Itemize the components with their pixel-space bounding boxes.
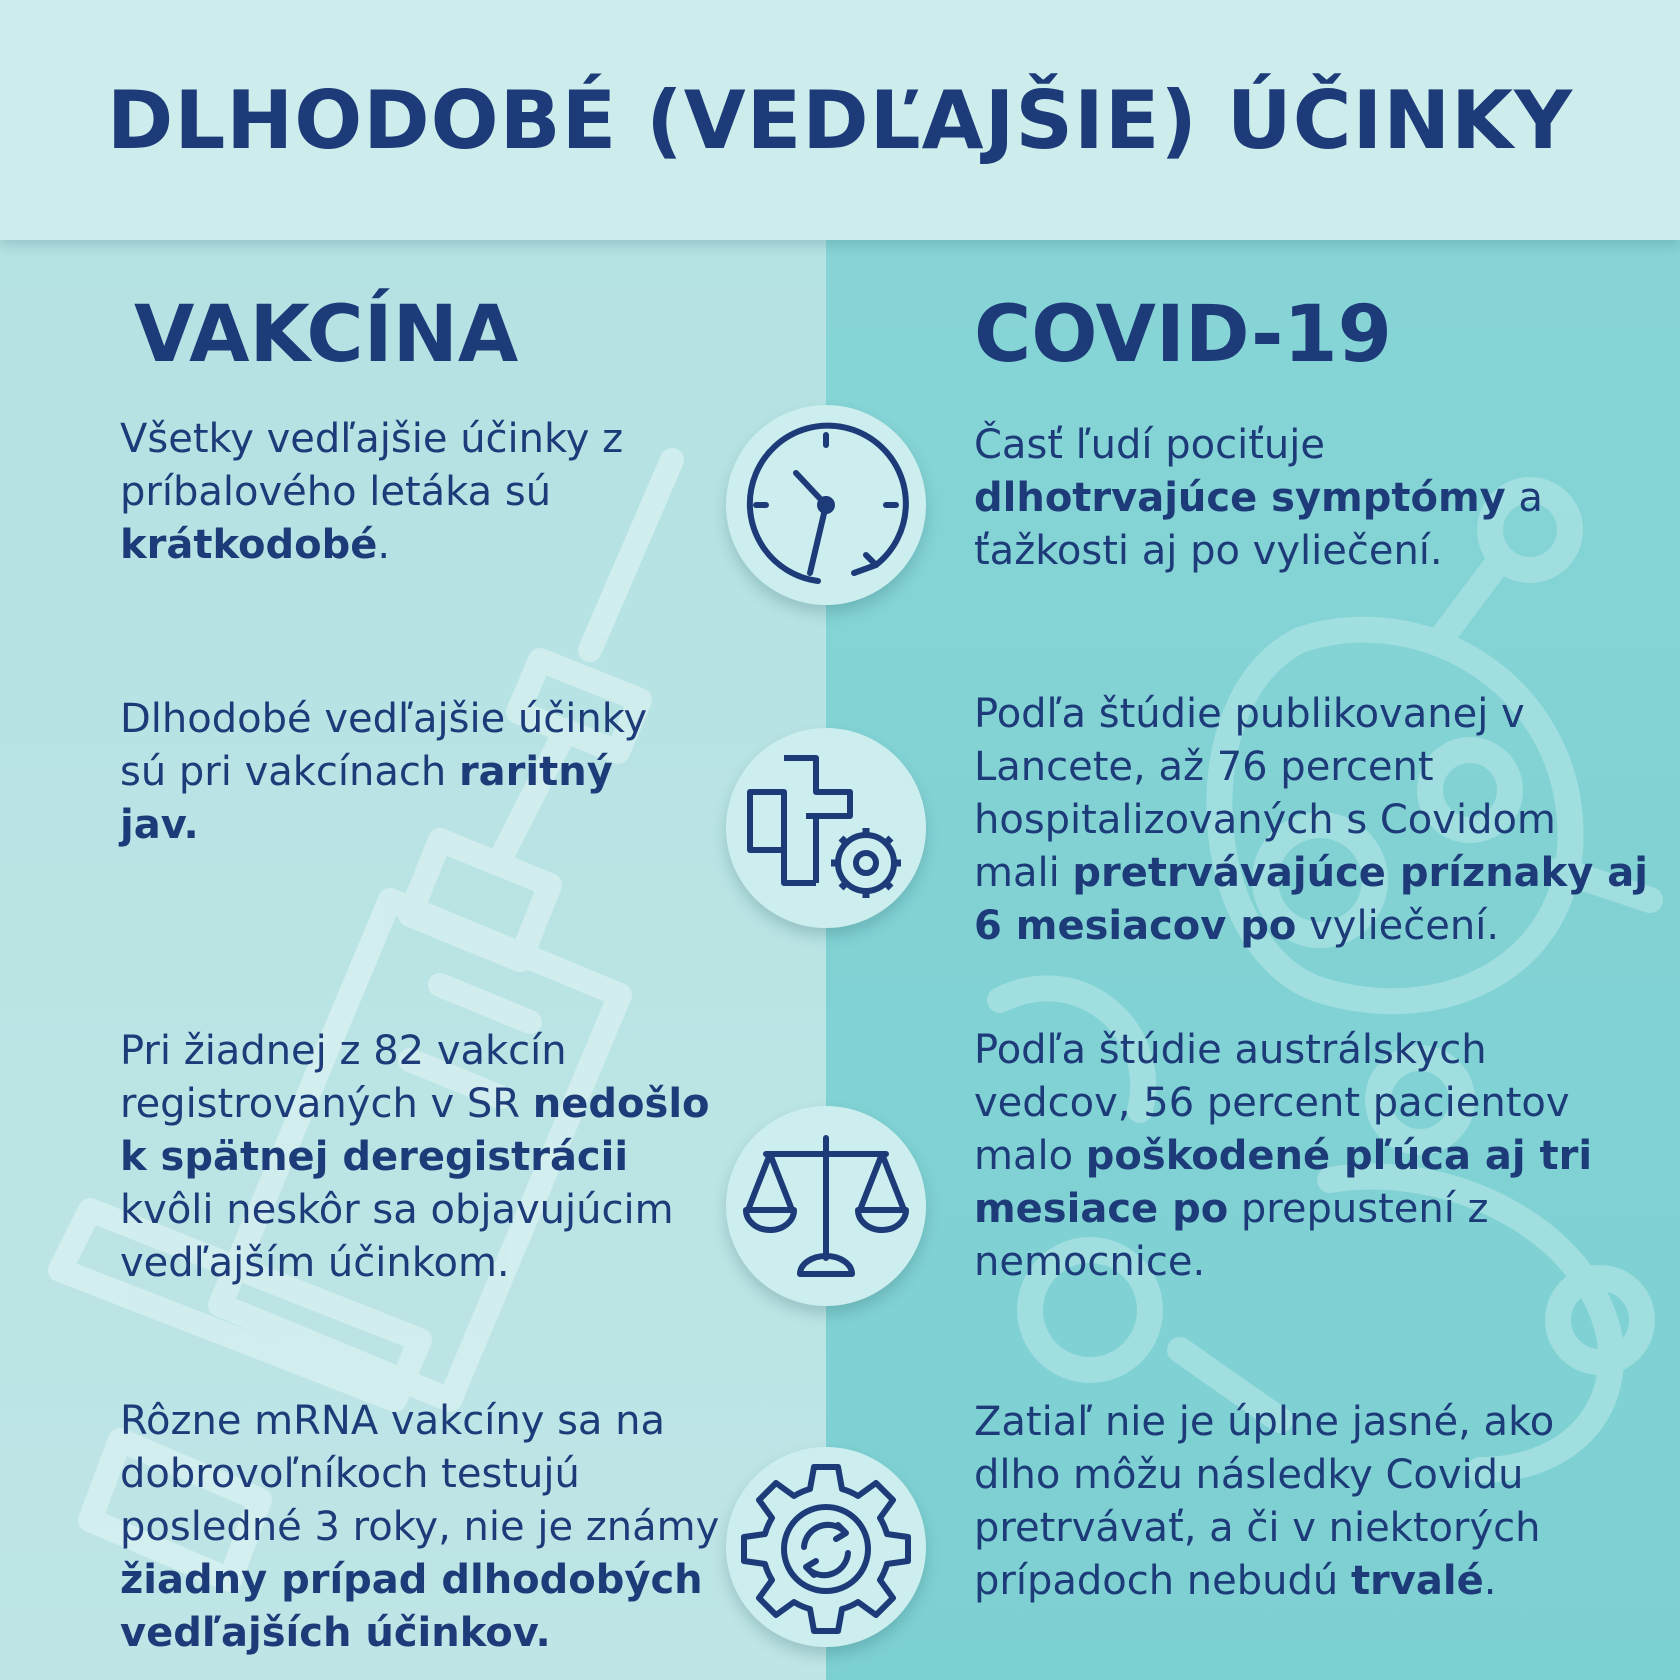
vaccine-paragraph-2: Dlhodobé vedľajšie účinky sú pri vakcínach raritný jav. <box>120 696 648 848</box>
gear-refresh-icon <box>726 1447 926 1647</box>
header <box>0 0 1680 240</box>
page-title: DLHODOBÉ (VEDĽAJŠIE) ÚČINKY <box>106 74 1574 167</box>
vaccine-heading: VAKCÍNA <box>134 290 519 380</box>
covid-paragraph-3: Podľa štúdie austrálskych vedcov, 56 percent pacientov malo poškodené pľúca aj tri mesiace po prepustení z nemocnice. <box>974 1027 1593 1285</box>
scales-icon <box>726 1106 926 1306</box>
medical-cross-gear-icon <box>726 728 926 928</box>
clock-icon <box>726 405 926 605</box>
covid-paragraph-4: Zatiaľ nie je úplne jasné, ako dlho môžu následky Covidu pretrvávať, a či v niektorých prípadoch nebudú trvalé. <box>974 1399 1555 1604</box>
vaccine-paragraph-4: Rôzne mRNA vakcíny sa na dobrovoľníkoch testujú posledné 3 roky, nie je známy žiadny prípad dlhodobých vedľajších účinkov. <box>120 1398 720 1656</box>
covid-heading: COVID-19 <box>974 290 1392 380</box>
covid-paragraph-1: Časť ľudí pociťuje dlhotrvajúce symptómy a ťažkosti aj po vyliečení. <box>974 422 1543 574</box>
vaccine-paragraph-1: Všetky vedľajšie účinky z príbalového letáka sú krátkodobé. <box>120 416 624 568</box>
covid-paragraph-2: Podľa štúdie publikovanej v Lancete, až 76 percent hospitalizovaných s Covidom mali pretrvávajúce príznaky aj 6 mesiacov po vyliečení. <box>974 691 1648 949</box>
vaccine-paragraph-3: Pri žiadnej z 82 vakcín registrovaných v SR nedošlo k spätnej deregistrácii kvôli neskôr sa objavujúcim vedľajším účinkom. <box>120 1028 710 1286</box>
